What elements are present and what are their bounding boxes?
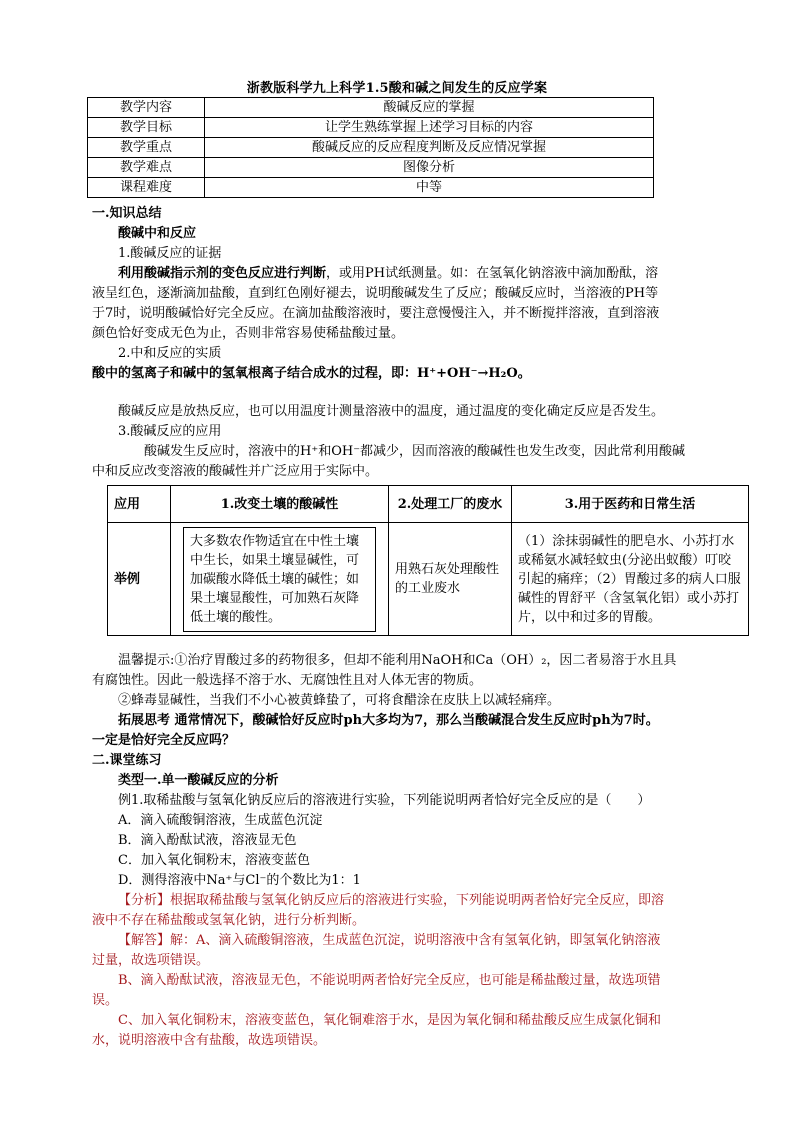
spacer xyxy=(92,384,704,402)
table-header: 1.改变土壤的酸碱性 xyxy=(171,486,389,523)
question-text: 例1.取稀盐酸与氢氧化钠反应后的溶液进行实验，下列能说明两者恰好完全反应的是（ ） xyxy=(118,793,651,808)
table-cell: 用熟石灰处理酸性的工业废水 xyxy=(389,523,512,636)
option-c: C．加入氧化铜粉末，溶液变蓝色 xyxy=(118,853,310,868)
extension-text: 拓展思考 通常情况下，酸碱恰好反应时ph大多均为7，那么当酸碱混合发生反应时ph为7时。 xyxy=(118,713,659,728)
paragraph-heading: 3.酸碱反应的应用 xyxy=(118,424,222,439)
option-a: A．滴入硫酸铜溶液，生成蓝色沉淀 xyxy=(118,813,323,828)
table-header: 应用 xyxy=(108,486,171,523)
tip-text: 温馨提示:①治疗胃酸过多的药物很多，但却不能利用NaOH和Ca（OH）₂，因二者易溶于水且具 xyxy=(118,653,677,668)
table-cell: 举例 xyxy=(108,523,171,636)
info-key: 教学内容 xyxy=(88,98,205,118)
applications-table xyxy=(107,485,749,636)
analysis-text: 【分析】根据取稀盐酸与氢氧化钠反应后的溶液进行实验，下列能说明两者恰好完全反应，即溶 xyxy=(118,893,665,908)
answer-text: 水，说明溶液中含有盐酸，故选项错误。 xyxy=(92,1033,327,1048)
info-value: 让学生熟练掌握上述学习目标的内容 xyxy=(205,118,654,138)
bold-text: 酸中的氢离子和碱中的氢氧根离子结合成水的过程，即：H⁺+OH⁻→H₂O。 xyxy=(92,366,531,381)
table-row xyxy=(88,138,654,158)
document-title: 浙教版科学九上科学1.5酸和碱之间发生的反应学案 xyxy=(246,81,548,96)
paragraph-text: 酸碱反应是放热反应，也可以用温度计测量溶液中的温度，通过温度的变化确定反应是否发生。 xyxy=(118,404,665,419)
paragraph-heading: 2.中和反应的实质 xyxy=(118,346,222,361)
table-row xyxy=(108,486,749,523)
answer-text: 误。 xyxy=(92,993,119,1008)
paragraph-text: 液呈红色，逐渐滴加盐酸，直到红色刚好褪去，说明酸碱发生了反应；酸碱反应时，当溶液的PH等 xyxy=(92,286,659,301)
tip-text: 有腐蚀性。因此一般选择不溶于水、无腐蚀性且对人体无害的物质。 xyxy=(92,673,483,688)
extension-text: 一定是恰好完全反应吗？ xyxy=(92,733,236,748)
subsection-heading: 类型一.单一酸碱反应的分析 xyxy=(118,773,279,788)
info-key: 教学重点 xyxy=(88,138,205,158)
paragraph-text: 中和反应改变溶液的酸碱性并广泛应用于实际中。 xyxy=(92,464,379,479)
answer-text: C、加入氧化铜粉末，溶液变蓝色，氧化铜难溶于水，是因为氧化铜和稀盐酸反应生成氯化铜和 xyxy=(118,1013,661,1028)
table-row xyxy=(88,118,654,138)
answer-text: B、滴入酚酞试液，溶液显无色，不能说明两者恰好完全反应，也可能是稀盐酸过量，故选项错 xyxy=(118,973,661,988)
knowledge-section xyxy=(92,204,704,482)
exercise-section xyxy=(92,651,704,1051)
info-value: 酸碱反应的反应程度判断及反应情况掌握 xyxy=(205,138,654,158)
bold-text: 利用酸碱指示剂的变色反应进行判断 xyxy=(118,266,327,281)
table-cell: 大多数农作物适宜在中性土壤中生长，如果土壤显碱性，可加碳酸水降低土壤的碱性；如果土壤显酸性，可加熟石灰降低土壤的酸性。 xyxy=(183,527,376,632)
info-table xyxy=(87,97,654,198)
info-value: 酸碱反应的掌握 xyxy=(205,98,654,118)
paragraph-heading: 1.酸碱反应的证据 xyxy=(118,246,222,261)
info-value: 中等 xyxy=(205,178,654,198)
table-row xyxy=(88,178,654,198)
paragraph-text: ，或用PH试纸测量。如：在氢氧化钠溶液中滴加酚酞，溶 xyxy=(326,266,659,281)
tip-text: ②蜂毒显碱性，当我们不小心被黄蜂蛰了，可将食醋涂在皮肤上以减轻痛痒。 xyxy=(118,693,561,708)
info-value: 图像分析 xyxy=(205,158,654,178)
analysis-text: 液中不存在稀盐酸或氢氧化钠，进行分析判断。 xyxy=(92,913,366,928)
info-key: 教学难点 xyxy=(88,158,205,178)
option-b: B．滴入酚酞试液，溶液显无色 xyxy=(118,833,297,848)
table-row xyxy=(88,98,654,118)
table-header: 3.用于医药和日常生活 xyxy=(512,486,749,523)
answer-text: 过量，故选项错误。 xyxy=(92,953,210,968)
paragraph-text: 颜色恰好变成无色为止，否则非常容易使稀盐酸过量。 xyxy=(92,326,405,341)
table-header: 2.处理工厂的废水 xyxy=(389,486,512,523)
section-heading: 二.课堂练习 xyxy=(92,753,162,768)
answer-text: 【解答】解：A、滴入硫酸铜溶液，生成蓝色沉淀，说明溶液中含有氢氧化钠，即氢氧化钠溶液 xyxy=(118,933,661,948)
option-d: D．测得溶液中Na⁺与Cl⁻的个数比为1：1 xyxy=(118,873,361,888)
paragraph-text: 于7时，说明酸碱恰好完全反应。在滴加盐酸溶液时，要注意慢慢注入，并不断搅拌溶液，直到溶液 xyxy=(92,306,660,321)
table-cell: （1）涂抹弱碱性的肥皂水、小苏打水或稀氨水减轻蚊虫(分泌出蚁酸）叮咬引起的痛痒；（2）胃酸过多的病人口服碱性的胃舒平（含氢氧化铝）或小苏打片，以中和过多的胃酸。 xyxy=(512,523,749,636)
section-heading: 一.知识总结 xyxy=(92,206,162,221)
info-key: 教学目标 xyxy=(88,118,205,138)
info-key: 课程难度 xyxy=(88,178,205,198)
paragraph-text: 酸碱发生反应时，溶液中的H⁺和OH⁻都减少，因而溶液的酸碱性也发生改变，因此常利用酸碱 xyxy=(144,444,686,459)
table-row xyxy=(108,523,749,636)
subsection-heading: 酸碱中和反应 xyxy=(118,226,197,241)
table-row xyxy=(88,158,654,178)
